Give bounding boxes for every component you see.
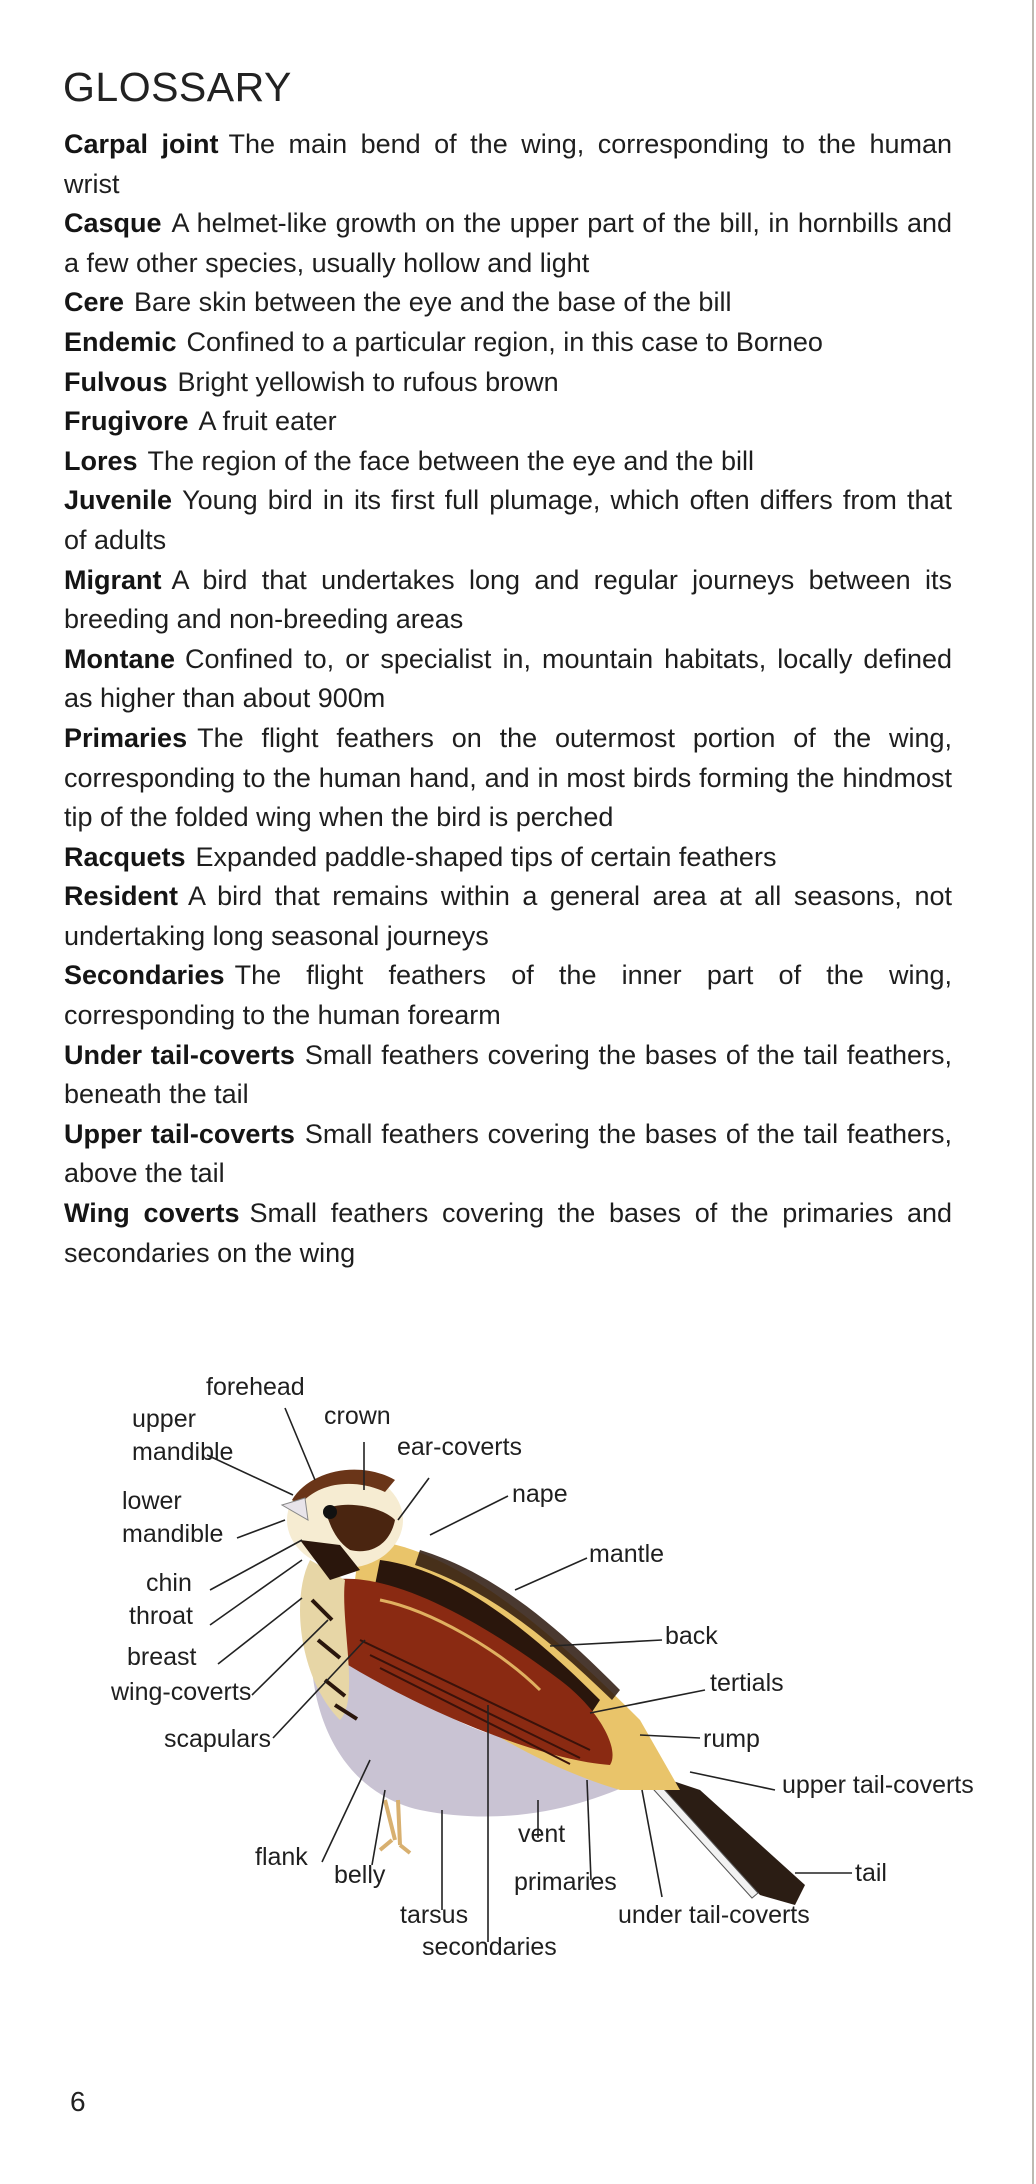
glossary-entry [64, 838, 952, 878]
glossary-definition: Bare skin between the eye and the base of the bill [134, 287, 732, 318]
bird-legs [380, 1800, 410, 1853]
glossary-entry [64, 204, 952, 283]
label-upper-mandible-line1: upper [132, 1405, 196, 1433]
page-number: 6 [70, 2086, 86, 2117]
glossary-entry [64, 1036, 952, 1115]
glossary-term: Racquets [64, 841, 186, 872]
label-flank: flank [255, 1843, 308, 1871]
glossary-entry [64, 481, 952, 560]
glossary-entry [64, 363, 952, 403]
glossary-definition: Bright yellowish to rufous brown [177, 366, 559, 397]
label-ear-coverts: ear-coverts [397, 1433, 523, 1461]
glossary-entry [64, 323, 952, 363]
label-crown: crown [324, 1402, 391, 1430]
label-under-tail-coverts: under tail-coverts [618, 1901, 810, 1929]
label-tertials: tertials [710, 1669, 784, 1697]
glossary-term: Wing coverts [64, 1198, 240, 1229]
label-lower-mandible-line2: mandible [122, 1520, 224, 1548]
glossary-term: Resident [64, 881, 179, 912]
glossary-definition: A helmet-like growth on the upper part of the bill, in hornbills and a few other species, usually hollow and light [64, 208, 952, 278]
glossary-term: Cere [64, 287, 125, 318]
glossary-definition: The flight feathers on the outermost portion of the wing, corresponding to the human hand, and in most birds forming the hindmost tip of the folded wing when the bird is perched [64, 722, 952, 833]
glossary-definition: Young bird in its first full plumage, which often differs from that of adults [64, 485, 952, 555]
glossary-entry [64, 1115, 952, 1194]
glossary-list [64, 125, 952, 1273]
bird-topography-figure [0, 1360, 1036, 1980]
label-upper-mandible-line2: mandible [132, 1438, 234, 1466]
glossary-entry [64, 877, 952, 956]
glossary-term: Migrant [64, 564, 162, 595]
glossary-entry [64, 442, 952, 482]
glossary-definition: Confined to a particular region, in this case to Borneo [186, 326, 823, 357]
glossary-term: Upper tail-coverts [64, 1118, 295, 1149]
label-tarsus: tarsus [400, 1901, 469, 1929]
glossary-definition: The main bend of the wing, corresponding to the human wrist [64, 129, 952, 199]
glossary-term: Juvenile [64, 485, 173, 516]
glossary-term: Carpal joint [64, 129, 219, 159]
label-throat: throat [129, 1602, 193, 1630]
label-nape: nape [512, 1480, 568, 1508]
label-scapulars: scapulars [164, 1725, 271, 1753]
glossary-entry [64, 1194, 952, 1273]
glossary-entry [64, 640, 952, 719]
glossary-term: Lores [64, 445, 138, 476]
glossary-entry [64, 283, 952, 323]
glossary-definition: Confined to, or specialist in, mountain habitats, locally defined as higher than about 900m [64, 643, 952, 714]
glossary-term: Under tail-coverts [64, 1039, 295, 1070]
glossary-definition: Small feathers covering the bases of the tail feathers, beneath the tail [64, 1039, 952, 1110]
glossary-term: Fulvous [64, 366, 168, 397]
label-tail: tail [855, 1859, 887, 1887]
glossary-definition: Small feathers covering the bases of the primaries and secondaries on the wing [64, 1198, 952, 1268]
glossary-term: Frugivore [64, 406, 189, 437]
page-title: GLOSSARY [63, 64, 292, 110]
glossary-definition: A fruit eater [198, 406, 337, 437]
glossary-definition: The region of the face between the eye and the bill [147, 445, 754, 476]
glossary-entry [64, 719, 952, 838]
glossary-entry [64, 402, 952, 442]
glossary-entry [64, 956, 952, 1035]
label-rump: rump [703, 1725, 760, 1753]
label-forehead: forehead [206, 1373, 305, 1401]
label-primaries: primaries [514, 1868, 617, 1896]
glossary-definition: A bird that undertakes long and regular journeys between its breeding and non-breeding areas [64, 564, 952, 635]
label-mantle: mantle [589, 1540, 665, 1568]
label-vent: vent [518, 1820, 566, 1848]
label-back: back [665, 1622, 718, 1650]
glossary-term: Primaries [64, 722, 188, 753]
glossary-definition: Expanded paddle-shaped tips of certain feathers [195, 841, 777, 872]
glossary-entry [64, 125, 952, 204]
glossary-term: Montane [64, 643, 175, 674]
label-breast: breast [127, 1643, 197, 1671]
label-belly: belly [334, 1861, 386, 1889]
glossary-definition: Small feathers covering the bases of the tail feathers, above the tail [64, 1118, 952, 1189]
label-chin: chin [146, 1569, 192, 1597]
glossary-term: Endemic [64, 326, 177, 357]
glossary-definition: A bird that remains within a general area at all seasons, not undertaking long seasonal journeys [64, 881, 952, 951]
glossary-term: Secondaries [64, 960, 225, 991]
label-secondaries: secondaries [422, 1933, 557, 1961]
glossary-term: Casque [64, 208, 162, 239]
glossary-entry [64, 561, 952, 640]
label-lower-mandible-line1: lower [122, 1487, 182, 1515]
label-wing-coverts: wing-coverts [111, 1678, 252, 1706]
glossary-definition: The flight feathers of the inner part of the wing, corresponding to the human forearm [64, 960, 952, 1031]
label-upper-tail-coverts: upper tail-coverts [782, 1771, 974, 1799]
